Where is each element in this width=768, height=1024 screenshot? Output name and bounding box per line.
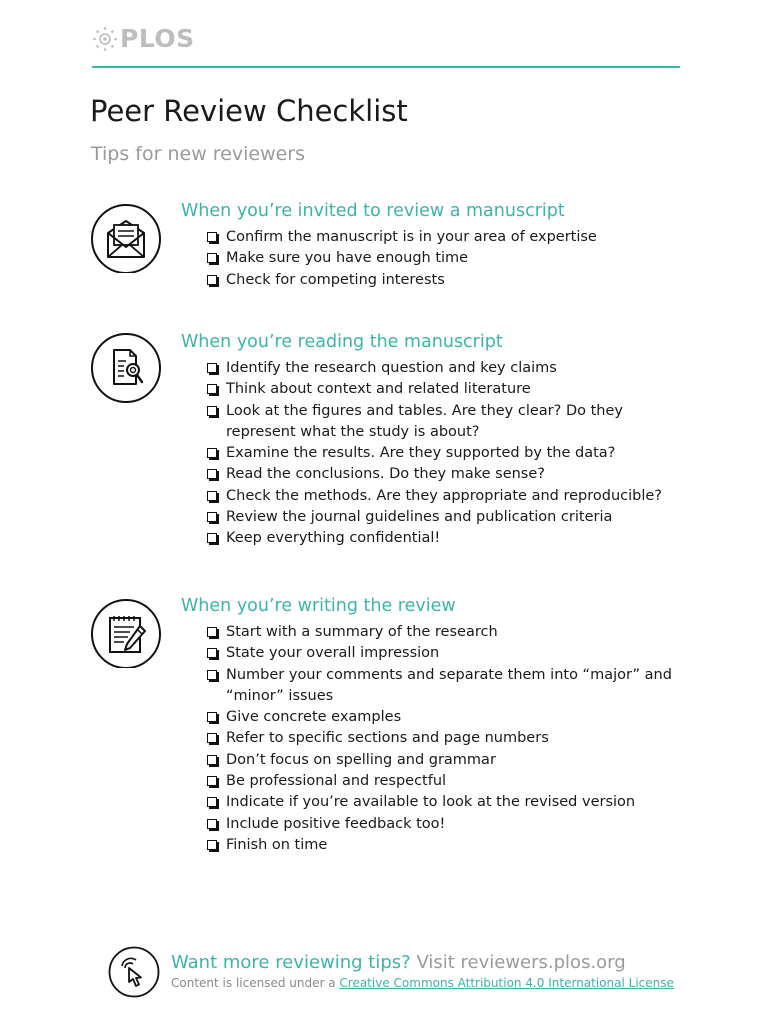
checklist-item: Check the methods. Are they appropriate and reproducible? [206,486,686,507]
checklist-item: Refer to specific sections and page numbers [206,728,686,749]
checklist-item: Read the conclusions. Do they make sense? [206,464,686,485]
footer-visit: Visit reviewers.plos.org [416,952,626,973]
page-subtitle: Tips for new reviewers [91,143,306,165]
footer-license [171,976,674,990]
document-magnifier-icon [90,332,162,404]
checklist-item: Make sure you have enough time [206,248,686,269]
checklist-item: Be professional and respectful [206,771,686,792]
checklist-item: Number your comments and separate them into “major” and “minor” issues [206,665,686,708]
checklist-item: Confirm the manuscript is in your area of expertise [206,227,686,248]
checklist-item: Identify the research question and key claims [206,358,686,379]
checklist-item: State your overall impression [206,643,686,664]
license-link[interactable]: Creative Commons Attribution 4.0 International License [339,976,674,990]
checklist [206,227,686,291]
footer-cta [171,952,626,973]
checklist-item: Keep everything confidential! [206,528,686,549]
checklist-item: Finish on time [206,835,686,856]
plos-logo [92,24,195,53]
checklist-item: Start with a summary of the research [206,622,686,643]
plos-logo-text: PLOS [120,24,195,53]
checklist-item: Examine the results. Are they supported by the data? [206,443,686,464]
checklist-item: Don’t focus on spelling and grammar [206,750,686,771]
section-title: When you’re reading the manuscript [181,332,503,352]
checklist-item: Include positive feedback too! [206,814,686,835]
license-prefix: Content is licensed under a [171,976,336,990]
section-title: When you’re invited to review a manuscript [181,201,565,221]
checklist [206,622,686,856]
checklist-item: Check for competing interests [206,270,686,291]
checklist [206,358,686,550]
checklist-item: Look at the figures and tables. Are they clear? Do they represent what the study is about? [206,401,686,444]
section-title: When you’re writing the review [181,596,456,616]
checklist-item: Give concrete examples [206,707,686,728]
page-title: Peer Review Checklist [90,94,408,128]
envelope-icon [90,201,162,273]
checklist-item: Indicate if you’re available to look at the revised version [206,792,686,813]
plos-sun-icon [92,26,118,52]
pointer-click-icon [108,946,160,998]
header-divider [92,66,680,68]
footer-lead: Want more reviewing tips? [171,952,411,973]
notepad-pen-icon [90,596,162,668]
checklist-item: Think about context and related literature [206,379,686,400]
checklist-item: Review the journal guidelines and publication criteria [206,507,686,528]
